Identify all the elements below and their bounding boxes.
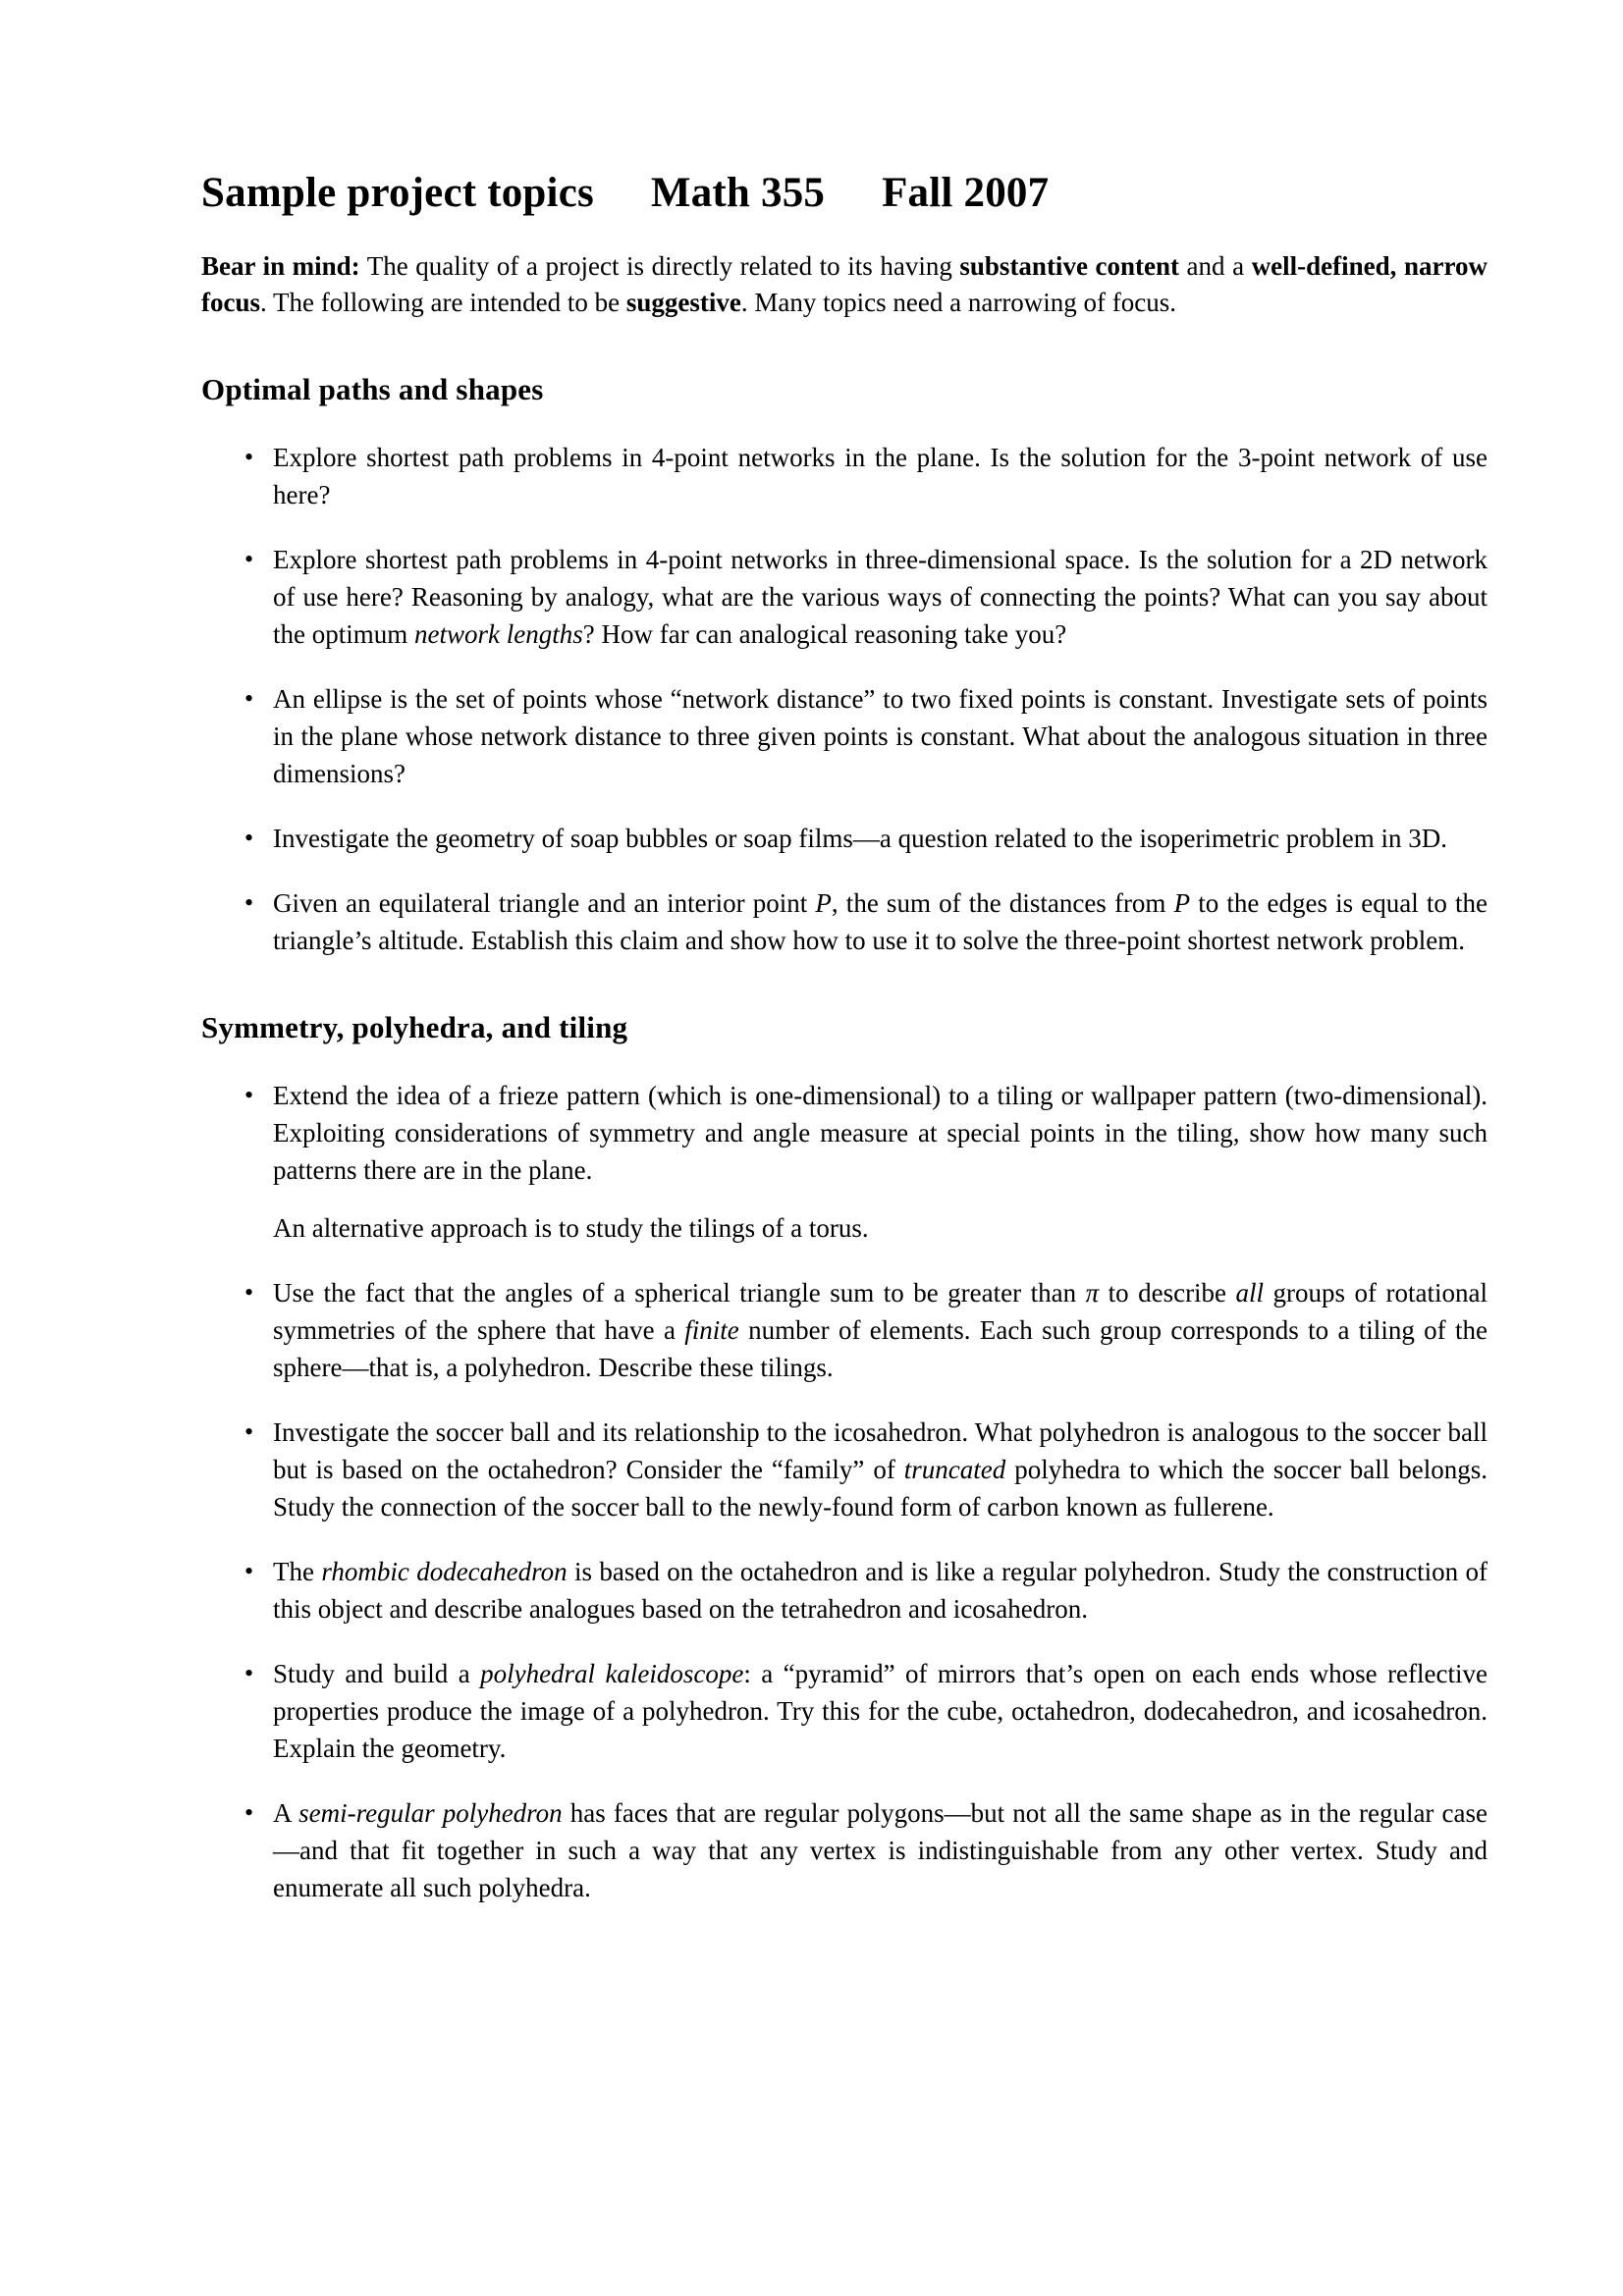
list-item [244, 1414, 1488, 1525]
text-run: substantive content [959, 251, 1179, 281]
item-text [273, 888, 1488, 955]
bullet-icon: • [244, 545, 254, 573]
text-run: rhombic dodecahedron [321, 1557, 568, 1586]
item-extra-paragraph: An alternative approach is to study the tilings of a torus. [273, 1213, 869, 1243]
topic-list-optimal-paths [201, 439, 1488, 959]
item-text [273, 1557, 1488, 1624]
bullet-icon: • [244, 1798, 254, 1827]
text-run: to the edges is equal to the triangle’s altitude. Establish this claim and show how to use it to solve the three-point shortest network problem. [273, 888, 1488, 955]
item-text [273, 1081, 1488, 1185]
text-run: number of elements. Each such group corresponds to a tiling of the sphere—that is, a polyhedron. Describe these tilings. [273, 1315, 1488, 1382]
text-run: all [1235, 1278, 1265, 1308]
title-term: Fall 2007 [882, 170, 1050, 216]
item-text [273, 1798, 1488, 1902]
list-item [244, 1274, 1488, 1386]
bullet-icon: • [244, 824, 254, 852]
bullet-icon: • [244, 888, 254, 917]
text-run: network lengths [414, 619, 583, 649]
text-run: is based on the octahedron and is like a regular polyhedron. Study the construction of this object and describe analogues based on the tetrahedron and icosahedron. [273, 1557, 1488, 1624]
text-run: . Many topics need a narrowing of focus. [740, 288, 1177, 317]
text-run: Bear in mind: [201, 251, 360, 281]
text-run: Investigate the soccer ball and its relationship to the icosahedron. What polyhedron is analogous to the soccer ball but is based on the octahedron? Consider the “family” of [273, 1417, 1488, 1484]
section-heading-symmetry-polyhedra: Symmetry, polyhedra, and tiling [201, 1010, 628, 1044]
text-run: P [1173, 888, 1191, 918]
text-run: suggestive [625, 288, 741, 317]
topic-list-symmetry-polyhedra [201, 1077, 1488, 1906]
text-run: : a “pyramid” of mirrors that’s open on each ends whose reflective properties produce the image of a polyhedron. Try this for the cube, octahedron, dodecahedron, and icosahedron. Explain the geometry. [273, 1659, 1488, 1763]
text-run: Investigate the geometry of soap bubbles or soap films—a question related to the isoperimetric problem in 3D. [273, 824, 1447, 853]
item-text [273, 443, 1488, 509]
list-item [244, 1077, 1488, 1247]
text-run: Use the fact that the angles of a spherical triangle sum to be greater than [273, 1278, 1086, 1308]
text-run: . The following are intended to be [260, 288, 626, 317]
text-run: , the sum of the distances from [831, 888, 1174, 918]
item-text [273, 1278, 1488, 1382]
item-text [273, 1417, 1488, 1522]
list-item [244, 439, 1488, 513]
list-item [244, 541, 1488, 653]
text-run: groups of rotational symmetries of the sphere that have a [273, 1278, 1488, 1345]
text-run: Study and build a [273, 1659, 481, 1688]
text-run: ? How far can analogical reasoning take you? [582, 619, 1067, 649]
text-run: semi-regular polyhedron [298, 1798, 563, 1828]
text-run: Given an equilateral triangle and an interior point [273, 888, 816, 918]
list-item [244, 1794, 1488, 1906]
item-text [273, 684, 1488, 788]
item-text [273, 824, 1447, 853]
text-run: has faces that are regular polygons—but not all the same shape as in the regular case—and that fit together in such a way that any vertex is indistinguishable from any other vertex. Study and enumerate all such polyhedra. [273, 1798, 1488, 1902]
list-item [244, 1655, 1488, 1767]
bullet-icon: • [244, 1278, 254, 1307]
text-run: finite [684, 1315, 739, 1345]
text-run: Explore shortest path problems in 4-point networks in the plane. Is the solution for the 3-point network of use here? [273, 443, 1488, 509]
text-run: polyhedra to which the soccer ball belongs. Study the connection of the soccer ball to the newly-found form of carbon known as fullerene. [273, 1455, 1488, 1522]
text-run: well-defined, narrow focus [201, 251, 1488, 317]
text-run: The [273, 1557, 322, 1586]
text-run: polyhedral kaleidoscope [480, 1659, 744, 1688]
bullet-icon: • [244, 443, 254, 471]
item-text [273, 545, 1488, 649]
bullet-icon: • [244, 1081, 254, 1109]
list-item [244, 1553, 1488, 1628]
text-run: truncated [903, 1455, 1006, 1484]
title-course: Math 355 [650, 170, 826, 216]
bullet-icon: • [244, 1417, 254, 1446]
title-main: Sample project topics [201, 170, 594, 216]
bullet-icon: • [244, 1659, 254, 1687]
text-run: An ellipse is the set of points whose “network distance” to two fixed points is constant. Investigate sets of points in the plane whose network distance to three given points is constant. What about the analogous situation in three dimensions? [273, 684, 1488, 788]
text-run: Explore shortest path problems in 4-point networks in three-dimensional space. Is the solution for a 2D network of use here? Reasoning by analogy, what are the various ways of connecting the points? What can you say about the optimum [273, 545, 1488, 649]
text-run: π [1085, 1278, 1100, 1308]
item-text [273, 1659, 1488, 1763]
text-run: to describe [1099, 1278, 1236, 1308]
text-run: P [815, 888, 832, 918]
text-run: Extend the idea of a frieze pattern (which is one-dimensional) to a tiling or wallpaper pattern (two-dimensional). Exploiting considerations of symmetry and angle measure at special points in the tiling, show how many such patterns there are in the plane. [273, 1081, 1488, 1185]
page-title [201, 169, 1488, 217]
text-run: The quality of a project is directly related to its having [359, 251, 960, 281]
section-heading-optimal-paths: Optimal paths and shapes [201, 372, 544, 406]
list-item [244, 680, 1488, 792]
intro-paragraph [201, 248, 1488, 321]
text-run: A [273, 1798, 299, 1828]
text-run: and a [1178, 251, 1252, 281]
list-item [244, 820, 1488, 857]
bullet-icon: • [244, 1557, 254, 1585]
list-item [244, 884, 1488, 959]
bullet-icon: • [244, 684, 254, 713]
